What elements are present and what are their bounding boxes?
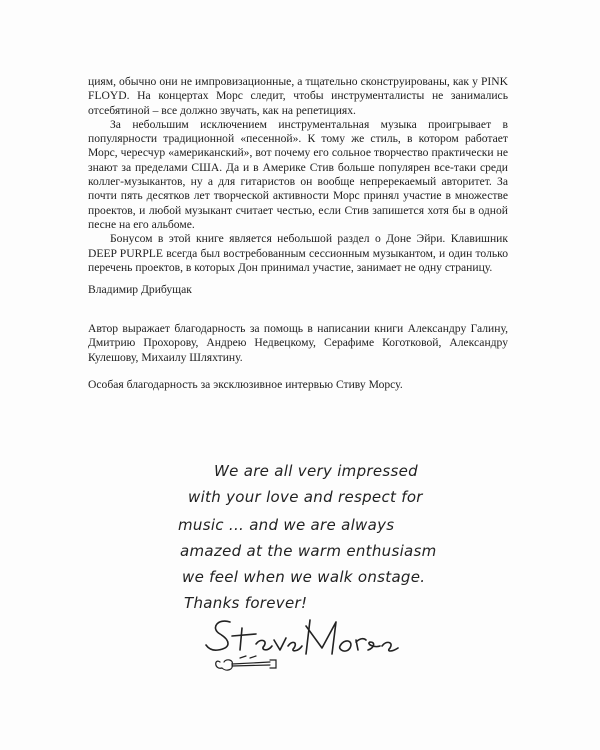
- handwritten-note: [160, 450, 460, 690]
- author-name: Владимир Дрибущак: [88, 283, 192, 296]
- guitar-doodle: [216, 656, 276, 670]
- main-text: [88, 75, 508, 275]
- note-line-5: we feel when we walk onstage.: [182, 568, 426, 586]
- paragraph-continuation: циям, обычно они не импровизационные, а тщательно сконструированы, как у PINK FLOYD. На концертах Морс следит, чтобы инструменталисты не занимались отсебятиной – все должно звучать, как на репетициях.: [88, 75, 508, 117]
- paragraph-bonus-don-airey: Бонусом в этой книге является небольшой раздел о Доне Эйри. Клавишник DEEP PURPLE всегда был востребованным сессионным музыкантом, и один только перечень проектов, в которых Дон принимал участие, занимает не одну страницу.: [88, 232, 508, 274]
- handwritten-note-svg: [160, 450, 460, 690]
- note-line-1: We are all very impressed: [214, 462, 418, 480]
- note-line-6: Thanks forever!: [184, 594, 308, 612]
- note-line-2: with your love and respect for: [188, 488, 423, 506]
- note-line-4: amazed at the warm enthusiasm: [180, 542, 437, 560]
- note-line-3: music ... and we are always: [178, 516, 395, 534]
- acknowledgements: [88, 322, 508, 392]
- signature: [206, 620, 398, 654]
- acknowledgement-special: Особая благодарность за эксклюзивное интервью Стиву Морсу.: [88, 377, 403, 391]
- acknowledgement-general: Автор выражает благодарность за помощь в написании книги Александру Галину, Дмитрию Прохорову, Андрею Недвецкому, Серафиме Коготковой, Александру Кулешову, Михаилу Шляхтину.: [88, 322, 508, 364]
- paragraph-instrumental-music: За небольшим исключением инструментальная музыка проигрывает в популярности традиционной «песенной». К тому же стиль, в котором работает Морс, чересчур «американский», вот почему его сольное творчество практически не знают за пределами США. Да и в Америке Стив больше популярен все-таки среди коллег-музыкантов, ну а для гитаристов он вообще непререкаемый авторитет. За почти пять десятков лет творческой активности Морс принял участие в множестве проектов, и любой музыкант считает честью, если Стив запишется хотя бы в одной песне на его альбоме.: [88, 117, 508, 231]
